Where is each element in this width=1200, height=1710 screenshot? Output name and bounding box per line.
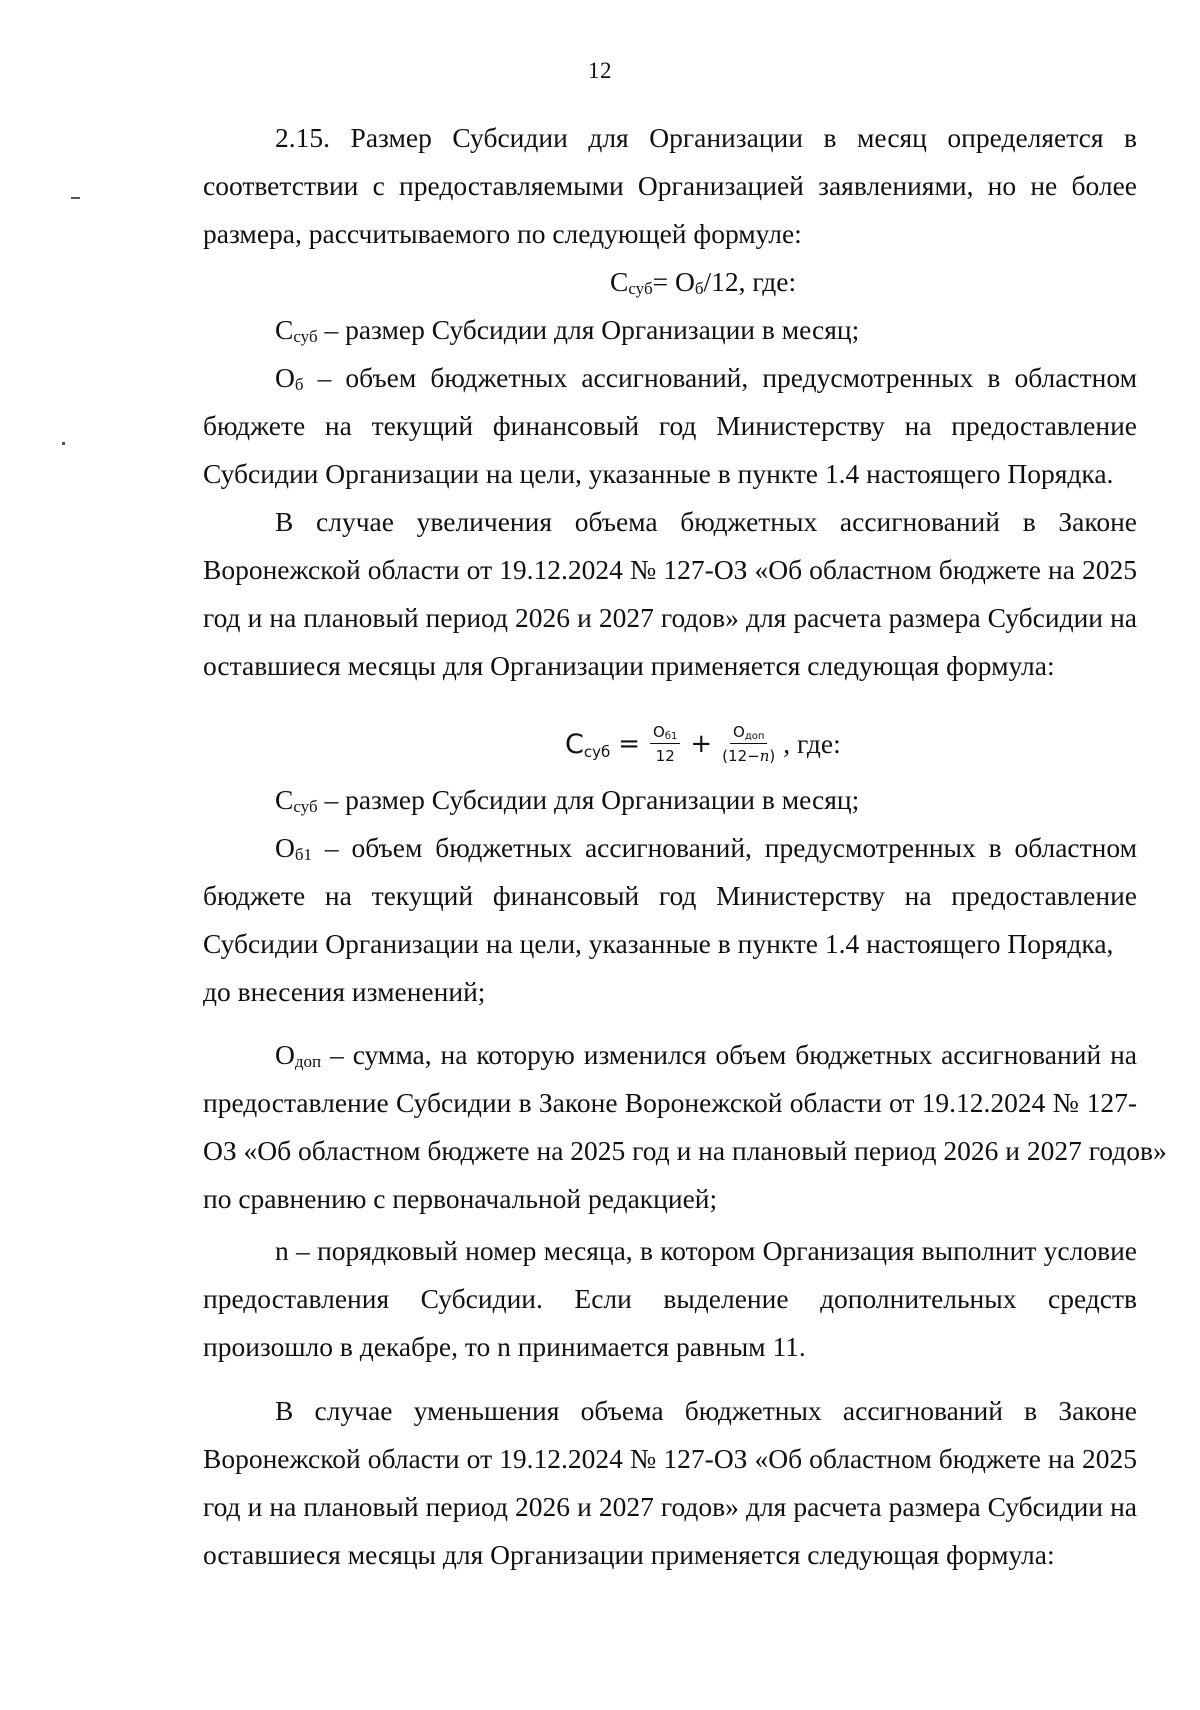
decrease-paragraph-line-4: оставшиеся месяцы для Организации применяется следующая формула: bbox=[203, 1539, 1055, 1570]
denominator-variable: n bbox=[759, 747, 770, 765]
formula-equals-o: = О bbox=[652, 266, 695, 297]
formula-subscript: суб bbox=[583, 742, 611, 761]
definition-n-line-2: предоставления Субсидии. Если выделение дополнительных средств bbox=[203, 1283, 1137, 1314]
fraction-numerator bbox=[650, 723, 680, 744]
symbol-subscript: суб bbox=[293, 797, 318, 816]
symbol-o: О bbox=[275, 362, 295, 393]
symbol-subscript: б1 bbox=[294, 845, 313, 864]
symbol-subscript: суб bbox=[293, 327, 318, 346]
denominator-close: ) bbox=[769, 747, 776, 765]
definition-ob1-line-3: Субсидии Организации на цели, указанные в пункте 1.4 настоящего Порядка, bbox=[203, 928, 1114, 959]
definition-odop-line-4: по сравнению с первоначальной редакцией; bbox=[203, 1183, 718, 1214]
numerator-symbol: О bbox=[653, 723, 665, 741]
formula-equals: = bbox=[618, 729, 641, 759]
decrease-paragraph-line-2: Воронежской области от 19.12.2024 № 127-ОЗ «Об областном бюджете на 2025 bbox=[203, 1443, 1137, 1474]
margin-mark bbox=[71, 197, 80, 199]
fraction-ob1-over-12 bbox=[650, 723, 680, 765]
increase-paragraph-line-3: год и на плановый период 2026 и 2027 годов» для расчета размера Субсидии на bbox=[203, 602, 1137, 633]
definition-text: – размер Субсидии для Организации в месяц; bbox=[317, 314, 860, 345]
definition-text: – сумма, на которую изменился объем бюджетных ассигнований на bbox=[321, 1039, 1137, 1070]
formula-subscript: б bbox=[694, 279, 704, 298]
formula-symbol-c: С bbox=[565, 728, 584, 760]
numerator-subscript: доп bbox=[744, 731, 765, 742]
formula-symbol-c: С bbox=[610, 266, 629, 297]
fraction-denominator bbox=[722, 744, 775, 765]
decrease-paragraph-line-1: В случае уменьшения объема бюджетных ассигнований в Законе bbox=[275, 1395, 1137, 1426]
definition-n-line-3: произошло в декабре, то n принимается равным 11. bbox=[203, 1331, 806, 1362]
symbol-o: О bbox=[275, 832, 295, 863]
formula-monthly-subsidy bbox=[610, 264, 796, 300]
definition-odop-line-3: ОЗ «Об областном бюджете на 2025 год и на плановый период 2026 и 2027 годов» bbox=[203, 1135, 1167, 1166]
increase-paragraph-line-2: Воронежской области от 19.12.2024 № 127-ОЗ «Об областном бюджете на 2025 bbox=[203, 554, 1137, 585]
paragraph-2-15-line-1: 2.15. Размер Субсидии для Организации в месяц определяется в bbox=[275, 122, 1137, 153]
definition-odop-line-2: предоставление Субсидии в Законе Воронежской области от 19.12.2024 № 127- bbox=[203, 1087, 1137, 1118]
fraction-numerator bbox=[730, 723, 767, 744]
symbol-c: С bbox=[275, 314, 294, 345]
increase-paragraph-line-4: оставшиеся месяцы для Организации применяется следующая формула: bbox=[203, 650, 1055, 681]
fraction-odop-over-12-minus-n bbox=[722, 723, 775, 765]
formula-symbol-csub bbox=[565, 729, 610, 760]
page-number: 12 bbox=[588, 58, 612, 83]
definition-odop-line-1 bbox=[275, 1037, 1137, 1073]
denominator-open: (12− bbox=[722, 747, 760, 765]
paragraph-2-15-line-2: соответствии с предоставляемыми Организацией заявлениями, но не более bbox=[203, 170, 1137, 201]
numerator-subscript: б1 bbox=[664, 731, 678, 742]
increase-paragraph-line-1: В случае увеличения объема бюджетных ассигнований в Законе bbox=[275, 506, 1137, 537]
formula-rest: /12, где: bbox=[703, 266, 797, 297]
definition-ob1-line-4: до внесения изменений; bbox=[203, 976, 486, 1007]
definition-csub bbox=[275, 312, 1137, 348]
paragraph-2-15-line-3: размера, рассчитываемого по следующей формуле: bbox=[203, 218, 802, 249]
definition-ob-line-3: Субсидии Организации на цели, указанные в пункте 1.4 настоящего Порядка. bbox=[203, 458, 1114, 489]
definition-text: – объем бюджетных ассигнований, предусмотренных в областном bbox=[312, 832, 1137, 863]
definition-csub-2 bbox=[275, 782, 1137, 818]
symbol-o: О bbox=[275, 1039, 295, 1070]
formula-plus: + bbox=[690, 729, 713, 759]
definition-n-line-1: n – порядковый номер месяца, в котором Организация выполнит условие bbox=[275, 1235, 1137, 1266]
numerator-symbol: О bbox=[733, 723, 745, 741]
definition-text: – объем бюджетных ассигнований, предусмотренных в областном bbox=[303, 362, 1137, 393]
formula-tail: , где: bbox=[783, 728, 841, 759]
definition-ob1-line-1 bbox=[275, 830, 1137, 866]
definition-ob-line-2: бюджете на текущий финансовый год Министерству на предоставление bbox=[203, 410, 1137, 441]
definition-text: – размер Субсидии для Организации в месяц; bbox=[317, 784, 860, 815]
definition-ob-line-1 bbox=[275, 360, 1137, 396]
margin-mark bbox=[62, 442, 65, 445]
symbol-subscript: б bbox=[294, 375, 304, 394]
formula-subscript: суб bbox=[628, 279, 653, 298]
decrease-paragraph-line-3: год и на плановый период 2026 и 2027 годов» для расчета размера Субсидии на bbox=[203, 1491, 1137, 1522]
symbol-c: С bbox=[275, 784, 294, 815]
fraction-denominator: 12 bbox=[655, 747, 675, 765]
symbol-subscript: доп bbox=[294, 1052, 322, 1071]
formula-increase bbox=[565, 714, 841, 774]
definition-ob1-line-2: бюджете на текущий финансовый год Министерству на предоставление bbox=[203, 880, 1137, 911]
